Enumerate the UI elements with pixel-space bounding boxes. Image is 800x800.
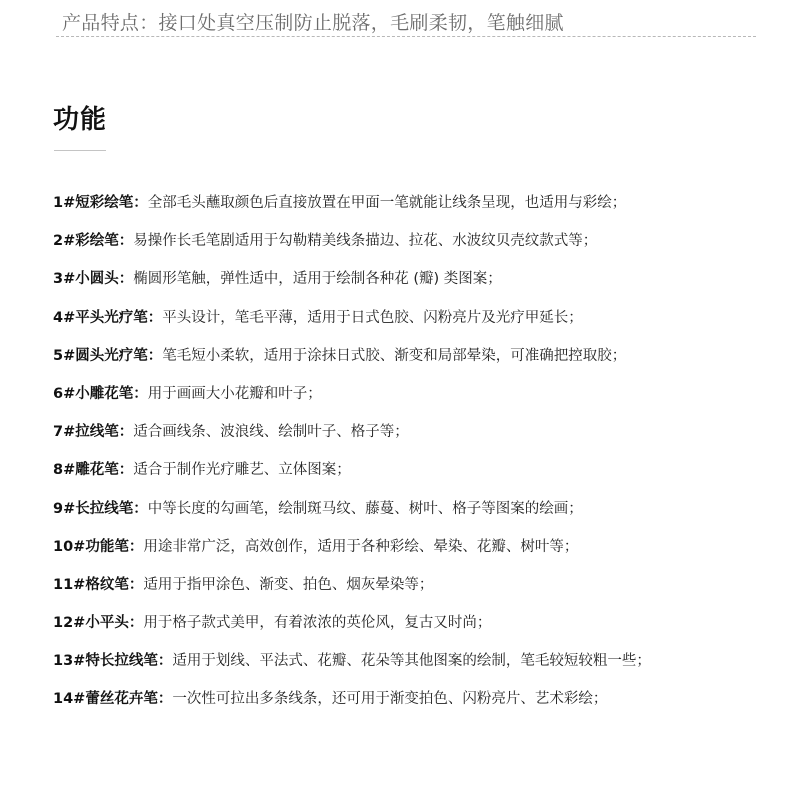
feature-name: 11#格纹笔： — [53, 576, 144, 593]
feature-name: 1#短彩绘笔： — [53, 195, 148, 211]
feature-description: 用途非常广泛，高效创作，适用于各种彩绘、晕染、花瓣、树叶等； — [143, 538, 579, 555]
feature-name: 12#小平头： — [53, 615, 144, 632]
feature-item — [53, 264, 793, 302]
feature-name: 14#蕾丝花卉笔： — [53, 691, 173, 708]
feature-description: 用于画画大小花瓣和叶子； — [147, 385, 322, 402]
product-features-text: 产品特点：接口处真空压制防止脱落，毛刷柔韧，笔触细腻 — [62, 12, 564, 34]
feature-item — [53, 646, 793, 684]
feature-name: 8#雕花笔： — [53, 462, 134, 479]
feature-item — [53, 532, 793, 570]
feature-item — [53, 494, 793, 532]
feature-item — [53, 341, 793, 379]
title-underline — [54, 150, 106, 151]
feature-description: 中等长度的勾画笔，绘制斑马纹、藤蔓、树叶、格子等图案的绘画； — [147, 500, 583, 517]
feature-name: 13#特长拉线笔： — [53, 653, 173, 670]
feature-name: 3#小圆头： — [53, 271, 134, 288]
feature-name: 6#小雕花笔： — [53, 385, 148, 402]
feature-description: 椭圆形笔触，弹性适中，适用于绘制各种花 (瓣) 类图案； — [133, 271, 502, 288]
feature-list — [53, 188, 793, 723]
feature-description: 全部毛头蘸取颜色后直接放置在甲面一笔就能让线条呈现，也适用与彩绘； — [147, 195, 627, 211]
feature-description: 适用于划线、平法式、花瓣、花朵等其他图案的绘制，笔毛较短较粗一些； — [172, 653, 651, 670]
feature-item — [53, 455, 793, 493]
feature-description: 用于格子款式美甲，有着浓浓的英伦风，复古又时尚； — [143, 615, 492, 632]
feature-description: 适合于制作光疗雕艺、立体图案； — [133, 462, 351, 479]
feature-item — [53, 684, 793, 722]
feature-name: 10#功能笔： — [53, 538, 144, 555]
feature-name: 2#彩绘笔： — [53, 233, 134, 250]
feature-description: 一次性可拉出多条线条，还可用于渐变拍色、闪粉亮片、艺术彩绘； — [172, 691, 608, 708]
feature-item — [53, 188, 793, 226]
feature-description: 易操作长毛笔剧适用于勾勒精美线条描边、拉花、水波纹贝壳纹款式等； — [133, 233, 598, 250]
feature-description: 平头设计，笔毛平薄，适用于日式色胶、闪粉亮片及光疗甲延长； — [162, 309, 583, 326]
top-dashed-divider — [56, 36, 756, 37]
feature-item — [53, 379, 793, 417]
feature-item — [53, 417, 793, 455]
feature-item — [53, 608, 793, 646]
feature-name: 5#圆头光疗笔： — [53, 347, 163, 364]
feature-description: 适合画线条、波浪线、绘制叶子、格子等； — [133, 424, 409, 441]
feature-item — [53, 226, 793, 264]
feature-description: 适用于指甲涂色、渐变、拍色、烟灰晕染等； — [143, 576, 434, 593]
feature-item — [53, 570, 793, 608]
feature-item — [53, 303, 793, 341]
feature-name: 9#长拉线笔： — [53, 500, 148, 517]
feature-name: 7#拉线笔： — [53, 424, 134, 441]
feature-name: 4#平头光疗笔： — [53, 309, 163, 326]
feature-description: 笔毛短小柔软，适用于涂抹日式胶、渐变和局部晕染，可准确把控取胶； — [162, 347, 627, 364]
section-title: 功能 — [53, 105, 108, 135]
